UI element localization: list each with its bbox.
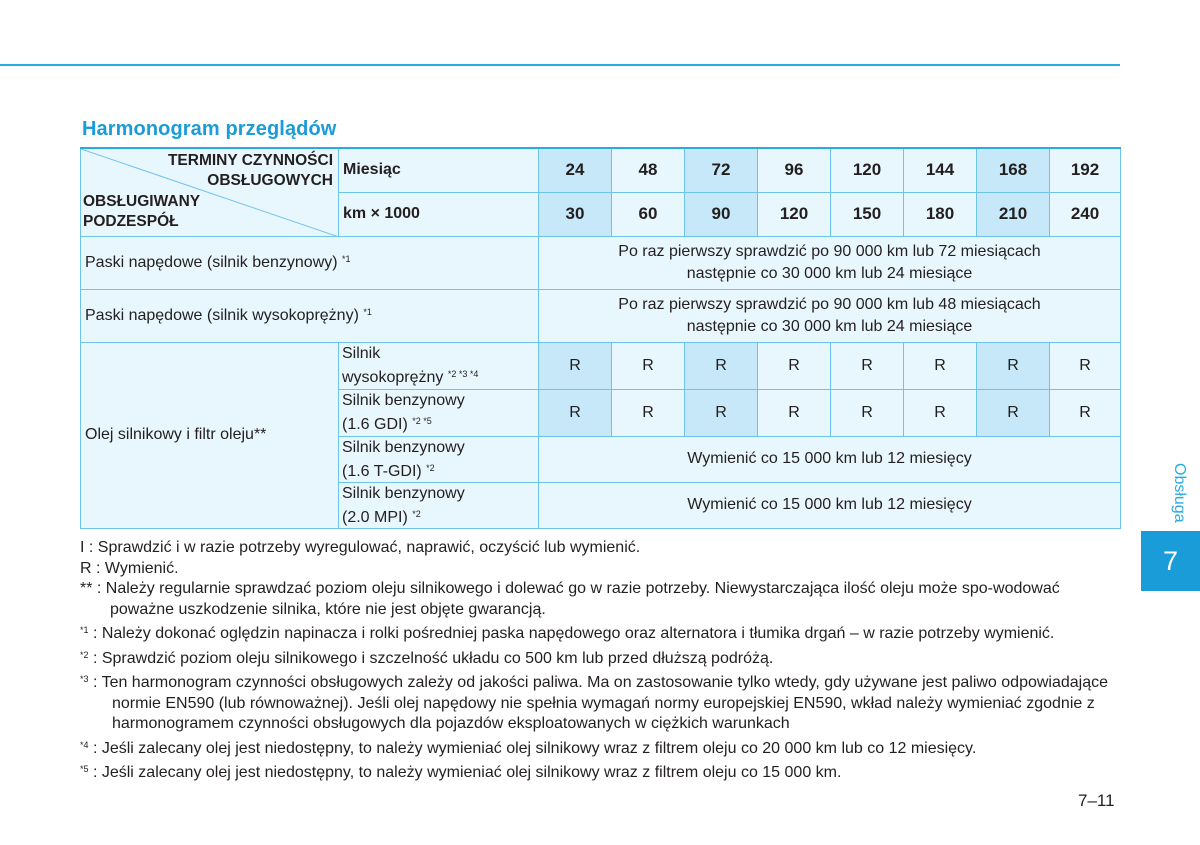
chapter-tab: 7 [1141, 531, 1200, 591]
interval-line1: Po raz pierwszy sprawdzić po 90 000 km lub 48 miesiącach [618, 295, 1041, 313]
engine-name-line1: Silnik [342, 345, 381, 362]
footnote-key: *5 [80, 764, 89, 774]
month-value: 72 [685, 148, 758, 192]
engine-subrow-label [339, 436, 539, 482]
chapter-side-label: Obsługa [1171, 463, 1188, 523]
footnote-mark: *2 *3 *4 [447, 369, 479, 379]
footnote-item [80, 538, 1122, 559]
km-label: km × 1000 [339, 192, 539, 236]
schedule-cell: R [612, 342, 685, 389]
engine-name-line2: wysokoprężny [342, 369, 444, 386]
corner-header-services [168, 151, 333, 191]
footnote-text: : Ten harmonogram czynności obsługowych zależy od jakości paliwa. Ma on zastosowanie tylko wtedy, gdy używane jest paliwo odpowiadające normie EN590 (lub równoważnej). Jeśli olej napędowy nie spełnia wymagań normy europejskiej EN590, wkład należy wymieniać zgodnie z harmonogramem czynności obsługowych dla pojazdów eksploatowanych w ciężkich warunkach [88, 674, 1109, 732]
schedule-cell: R [758, 342, 831, 389]
engine-name-line1: Silnik benzynowy [342, 484, 465, 502]
interval-line2: następnie co 30 000 km lub 24 miesiące [686, 317, 973, 335]
schedule-cell: R [977, 389, 1050, 436]
row-interval-text [539, 236, 1121, 289]
month-value: 144 [904, 148, 977, 192]
corner-bottom-line1: OBSŁUGIWANY [83, 192, 201, 210]
footnote-text: : Należy regularnie sprawdzać poziom oleju silnikowego i dolewać go w razie potrzeby. Niewystarczająca ilość oleju może spo-wodować poważne uszkodzenie silnika, które nie jest objęte gwarancją. [92, 580, 1060, 618]
corner-bottom-line2: PODZESPÓŁ [83, 212, 179, 230]
engine-subrow-label [339, 389, 539, 436]
footnote-text: : Jeśli zalecany olej jest niedostępny, to należy wymieniać olej silnikowy wraz z filtrem oleju co 20 000 km lub co 12 miesięcy. [88, 739, 977, 757]
footnote-item [80, 559, 1122, 580]
row-label-text: Paski napędowe (silnik benzynowy) [85, 253, 338, 271]
schedule-cell: R [831, 342, 904, 389]
footnote-text: : Sprawdzić i w razie potrzeby wyregulować, naprawić, oczyścić lub wymienić. [84, 539, 641, 556]
top-rule [0, 64, 1120, 66]
schedule-cell: R [685, 389, 758, 436]
footnote-key: *4 [80, 739, 89, 750]
schedule-cell: R [539, 389, 612, 436]
corner-top-line1: TERMINY CZYNNOŚCI [167, 152, 333, 169]
page-number: 7–11 [1078, 791, 1115, 810]
schedule-cell: R [904, 389, 977, 436]
footnote-mark: *2 [412, 508, 421, 519]
interval-line2: następnie co 30 000 km lub 24 miesiące [686, 264, 973, 282]
maintenance-schedule-table [80, 147, 1121, 529]
row-label-text: Paski napędowe (silnik wysokoprężny) [85, 306, 359, 324]
oil-interval-text: Wymienić co 15 000 km lub 12 miesięcy [539, 436, 1121, 482]
table-row [81, 342, 1121, 389]
km-value: 60 [612, 192, 685, 236]
month-value: 120 [831, 148, 904, 192]
footnote-key: *1 [80, 625, 89, 635]
month-value: 168 [977, 148, 1050, 192]
footnote-text: : Jeśli zalecany olej jest niedostępny, to należy wymieniać olej silnikowy wraz z filtrem oleju co 15 000 km. [88, 764, 842, 781]
footnote-item [80, 645, 1122, 670]
engine-name-line1: Silnik benzynowy [342, 392, 465, 409]
schedule-cell: R [539, 342, 612, 389]
table-corner-header [81, 148, 339, 236]
month-value: 48 [612, 148, 685, 192]
interval-line1: Po raz pierwszy sprawdzić po 90 000 km lub 72 miesiącach [618, 242, 1041, 260]
footnote-text: : Należy dokonać oględzin napinacza i rolki pośredniej paska napędowego oraz alternatora i tłumika drgań – w razie potrzeby wymienić. [88, 625, 1055, 642]
row-interval-text [539, 289, 1121, 342]
month-value: 192 [1050, 148, 1121, 192]
engine-name-line2: (1.6 T-GDI) [342, 462, 422, 480]
schedule-cell: R [758, 389, 831, 436]
month-label: Miesiąc [339, 148, 539, 192]
engine-name-line2: (1.6 GDI) [342, 416, 408, 433]
km-value: 30 [539, 192, 612, 236]
month-value: 96 [758, 148, 831, 192]
km-value: 120 [758, 192, 831, 236]
header-row-month [81, 148, 1121, 192]
footnote-item [80, 579, 1122, 620]
km-value: 180 [904, 192, 977, 236]
footnote-key: I [80, 539, 85, 556]
footnote-text: : Sprawdzić poziom oleju silnikowego i szczelność układu co 500 km lub przed dłuższą podróżą. [88, 649, 774, 667]
engine-subrow-label [339, 482, 539, 528]
schedule-cell: R [904, 342, 977, 389]
oil-row-label: Olej silnikowy i filtr oleju** [81, 342, 339, 528]
schedule-cell: R [612, 389, 685, 436]
row-label [81, 289, 539, 342]
footnotes [80, 538, 1122, 784]
engine-name-line2: (2.0 MPI) [342, 508, 408, 526]
km-value: 240 [1050, 192, 1121, 236]
footnote-text: : Wymienić. [91, 559, 179, 577]
schedule-cell: R [831, 389, 904, 436]
km-value: 150 [831, 192, 904, 236]
schedule-cell: R [977, 342, 1050, 389]
engine-subrow-label [339, 342, 539, 389]
schedule-cell: R [685, 342, 758, 389]
footnote-item [80, 735, 1122, 760]
footnote-mark: *2 *5 [412, 416, 432, 426]
footnote-mark: *2 [426, 462, 435, 473]
footnote-item [80, 620, 1122, 645]
table-row [81, 289, 1121, 342]
month-value: 24 [539, 148, 612, 192]
section-title: Harmonogram przeglądów [82, 118, 337, 140]
footnote-mark: *1 [363, 306, 372, 317]
footnote-key: R [80, 559, 92, 577]
footnote-item [80, 759, 1122, 784]
table-row [81, 236, 1121, 289]
corner-top-line2: OBSŁUGOWYCH [207, 172, 333, 189]
footnote-item [80, 669, 1122, 735]
footnote-key: *3 [80, 674, 89, 684]
km-value: 90 [685, 192, 758, 236]
km-value: 210 [977, 192, 1050, 236]
corner-header-component [83, 192, 200, 232]
footnote-key: ** [80, 580, 93, 597]
schedule-cell: R [1050, 389, 1121, 436]
engine-name-line1: Silnik benzynowy [342, 438, 465, 456]
schedule-cell: R [1050, 342, 1121, 389]
footnote-mark: *1 [342, 253, 351, 264]
oil-interval-text: Wymienić co 15 000 km lub 12 miesięcy [539, 482, 1121, 528]
footnote-key: *2 [80, 649, 89, 660]
row-label [81, 236, 539, 289]
